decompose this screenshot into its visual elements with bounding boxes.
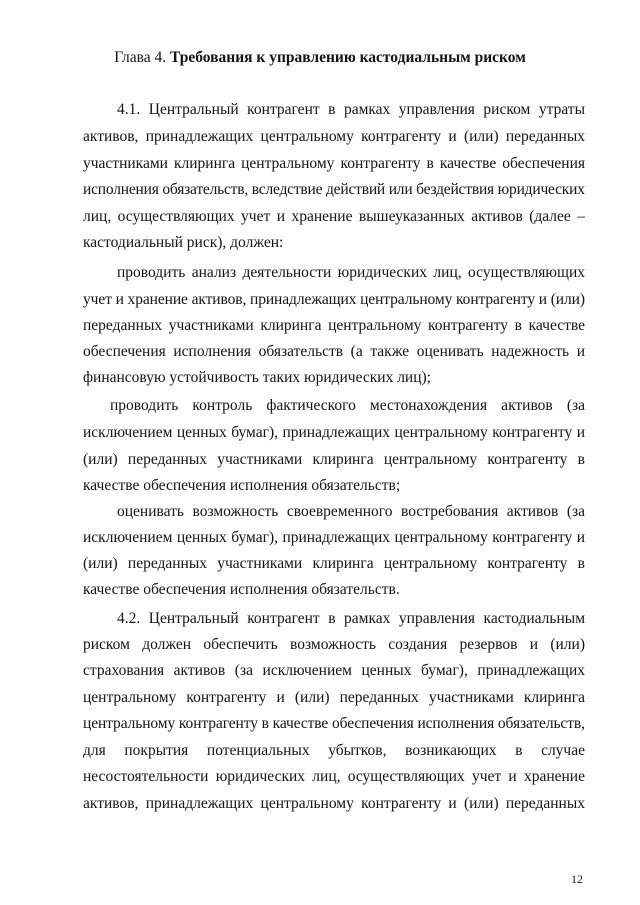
- text-line: финансовую устойчивость таких юридических лиц);: [83, 369, 431, 386]
- text-line: исполнения обязательств, вследствие действий или бездействия юридических: [83, 181, 585, 198]
- chapter-heading: [0, 48, 640, 68]
- text-line: активов, принадлежащих центральному контрагенту и (или) переданных: [83, 795, 585, 812]
- text-line: качестве обеспечения исполнения обязательств.: [83, 581, 400, 598]
- text-line: переданных участниками клиринга центральному контрагенту в качестве: [83, 317, 585, 334]
- text-line: проводить контроль фактического местонахождения активов (за: [110, 397, 585, 414]
- text-line: качестве обеспечения исполнения обязательств;: [83, 477, 401, 494]
- text-line: риском должен обеспечить возможность создания резервов и (или): [83, 636, 585, 653]
- chapter-label: Глава 4.: [114, 49, 170, 66]
- text-line: 4.2. Центральный контрагент в рамках управления кастодиальным: [117, 610, 585, 627]
- text-line: центральному контрагенту в качестве обеспечения исполнения обязательств,: [83, 715, 585, 732]
- chapter-title: Требования к управлению кастодиальным риском: [169, 49, 526, 66]
- text-line: участниками клиринга центральному контрагенту в качестве обеспечения: [83, 155, 585, 172]
- text-line: активов, принадлежащих центральному контрагенту и (или) переданных: [83, 128, 585, 145]
- text-line: (или) переданных участниками клиринга центральному контрагенту в: [83, 451, 585, 468]
- page-number: 12: [571, 872, 583, 886]
- text-line: центральному контрагенту и (или) переданных участниками клиринга: [83, 689, 585, 706]
- text-line: проводить анализ деятельности юридических лиц, осуществляющих: [117, 264, 585, 281]
- text-line: 4.1. Центральный контрагент в рамках управления риском утраты: [117, 101, 585, 118]
- text-line: несостоятельности юридических лиц, осуществляющих учет и хранение: [83, 768, 585, 785]
- text-line: оценивать возможность своевременного востребования активов (за: [117, 503, 585, 520]
- text-line: исключением ценных бумаг), принадлежащих центральному контрагенту и: [83, 529, 585, 546]
- text-line: страхования активов (за исключением ценных бумаг), принадлежащих: [83, 662, 585, 679]
- text-line: учет и хранение активов, принадлежащих центральному контрагенту и (или): [83, 291, 585, 308]
- text-line: обеспечения исполнения обязательств (а также оценивать надежность и: [83, 343, 585, 360]
- text-line: для покрытия потенциальных убытков, возникающих в случае: [83, 742, 585, 759]
- text-line: лиц, осуществляющих учет и хранение вышеуказанных активов (далее –: [83, 208, 585, 225]
- text-line: исключением ценных бумаг), принадлежащих центральному контрагенту и: [83, 424, 585, 441]
- text-line: кастодиальный риск), должен:: [83, 234, 284, 251]
- text-line: (или) переданных участниками клиринга центральному контрагенту в: [83, 555, 585, 572]
